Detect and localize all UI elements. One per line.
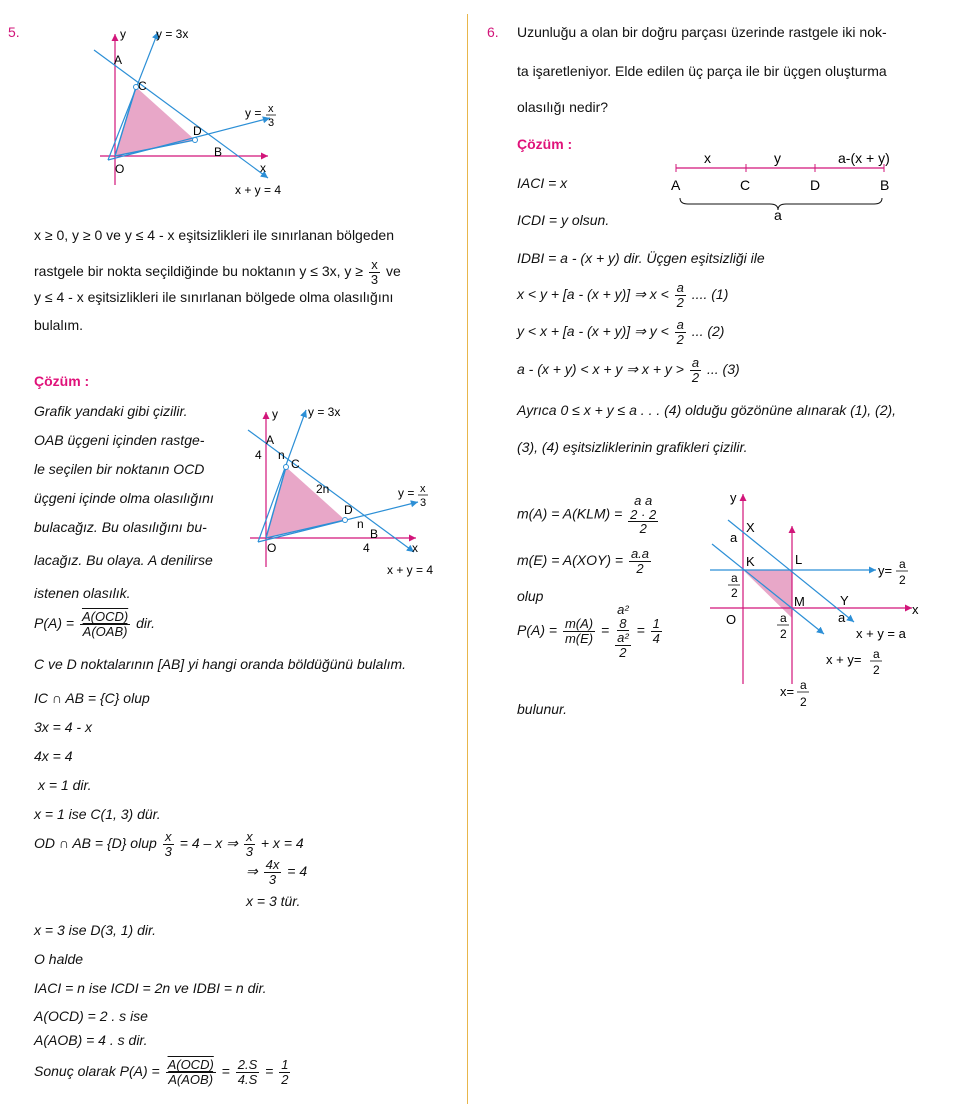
graph-3	[700, 484, 940, 714]
p5-line: lacağız. Bu olaya. A denilirse	[34, 552, 213, 568]
svg-text:O: O	[726, 612, 737, 627]
svg-text:y=: y=	[878, 563, 893, 578]
svg-text:a: a	[730, 530, 738, 545]
svg-text:a: a	[838, 610, 846, 625]
p6-m-e: m(E) = A(XOY) = $\frac{a.a}{2}$	[517, 546, 650, 576]
line-x-plus-y-4	[94, 50, 268, 178]
label-yx3: y =	[245, 106, 262, 120]
svg-text:x: x	[420, 483, 426, 495]
p5-line: x = 3 tür.	[246, 893, 301, 909]
svg-text:x: x	[412, 541, 418, 555]
svg-text:3: 3	[420, 497, 427, 509]
p5-line: OAB üçgeni içinden rastge-	[34, 432, 205, 448]
svg-text:4: 4	[255, 448, 262, 462]
svg-text:x: x	[912, 602, 919, 617]
p5-solution-heading: Çözüm :	[34, 373, 90, 389]
svg-text:D: D	[344, 503, 353, 517]
p5-line: x = 1 dir.	[38, 777, 92, 793]
svg-text:a: a	[774, 207, 782, 223]
p5-probability-formula: P(A) = $\frac{\text{A(OCD)}}{\text{A(OAB)}}$ dir.	[34, 609, 156, 639]
p5-line: 4x = 4	[34, 748, 73, 764]
svg-text:n: n	[357, 517, 364, 531]
svg-text:C: C	[740, 177, 751, 193]
svg-text:y: y	[272, 407, 278, 421]
p5-line: istenen olasılık.	[34, 585, 131, 601]
p6-line: IDBI = a - (x + y) dir. Üçgen eşitsizliği ile	[517, 250, 765, 266]
p5-line: O halde	[34, 951, 84, 967]
p6-line: Ayrıca 0 ≤ x + y ≤ a . . . (4) olduğu gözönüne alınarak (1), (2),	[517, 402, 897, 418]
p6-inequality-3: a - (x + y) < x + y ⇒ x + y > $\frac{a}{2}$ ... (3)	[517, 355, 740, 385]
p6-question-3: olasılığı nedir?	[517, 99, 609, 115]
svg-text:B: B	[880, 177, 890, 193]
p5-od-intersection: OD ∩ AB = {D} olup $\frac{x}{3}$ = 4 – x ⇒ $\frac{x}{3}$ + x = 4	[34, 829, 304, 859]
graph-1	[80, 20, 300, 200]
svg-text:2: 2	[800, 695, 807, 709]
svg-text:O: O	[267, 541, 277, 555]
svg-text:2: 2	[731, 586, 738, 600]
problem-6-number: 6.	[487, 24, 499, 40]
svg-text:y: y	[774, 150, 781, 166]
svg-text:C: C	[291, 457, 300, 471]
p6-inequality-2: y < x + [a - (x + y)] ⇒ y < $\frac{a}{2}$ ... (2)	[517, 317, 725, 347]
label-d: D	[193, 124, 202, 138]
p5-line: C ve D noktalarının [AB] yi hangi oranda böldüğünü bulalım.	[34, 656, 407, 672]
svg-text:n: n	[278, 448, 285, 462]
p5-line: x = 3 ise D(3, 1) dir.	[34, 922, 157, 938]
svg-text:K: K	[746, 554, 755, 569]
svg-text:4: 4	[363, 541, 370, 555]
label-a: A	[114, 53, 123, 67]
p5-od-step: ⇒ $\frac{4x}{3}$ = 4	[246, 857, 308, 887]
p6-solution-heading: Çözüm :	[517, 136, 573, 152]
p6-probability: P(A) = $\frac{m(A)}{m(E)}$ = a² 8 a² 2 = $\frac{1}{4}$	[517, 602, 660, 660]
p6-question-1: Uzunluğu a olan bir doğru parçası üzerinde rastgele iki nok-	[517, 24, 887, 40]
p5-line: bulacağız. Bu olasılığını bu-	[34, 519, 207, 535]
p6-bulunur: bulunur.	[517, 701, 568, 717]
p6-olup: olup	[517, 588, 544, 604]
svg-text:X: X	[746, 520, 755, 535]
svg-text:M: M	[794, 594, 805, 609]
svg-text:A: A	[266, 433, 275, 447]
graph-2	[240, 402, 440, 582]
p5-line: le seçilen bir noktanın OCD	[34, 461, 205, 477]
svg-text:a: a	[800, 678, 807, 692]
p5-line: x = 1 ise C(1, 3) dür.	[34, 806, 161, 822]
p5-intro-4: bulalım.	[34, 317, 84, 333]
svg-text:2n: 2n	[316, 482, 330, 496]
svg-text:x=: x=	[780, 684, 795, 699]
svg-text:2: 2	[899, 573, 906, 587]
p5-intro-3: y ≤ 4 - x eşitsizlikleri ile sınırlanan bölgede olma olasılığını	[34, 289, 394, 305]
p5-intro-1: x ≥ 0, y ≥ 0 ve y ≤ 4 - x eşitsizlikleri ile sınırlanan bölgeden	[34, 227, 394, 243]
p5-line: IACI = n ise ICDI = 2n ve IDBI = n dir.	[34, 980, 267, 996]
svg-text:y: y	[730, 490, 737, 505]
label-o: O	[115, 162, 125, 176]
p5-area-ocd: A(OCD) = 2 . s ise	[34, 1008, 148, 1024]
svg-text:2: 2	[780, 627, 787, 641]
point-d	[193, 138, 198, 143]
svg-text:a: a	[731, 571, 738, 585]
svg-text:a: a	[873, 647, 880, 661]
label-b: B	[214, 145, 223, 159]
p6-line: ICDI = y olsun.	[517, 212, 610, 228]
region-ocd	[115, 87, 195, 156]
p5-line: üçgeni içinde olma olasılığını	[34, 490, 214, 506]
svg-text:a: a	[899, 557, 906, 571]
p6-line: (3), (4) eşitsizliklerinin grafikleri çizilir.	[517, 439, 748, 455]
label-y3x: y = 3x	[156, 27, 189, 41]
svg-text:x + y=: x + y=	[826, 652, 862, 667]
p6-question-2: ta işaretleniyor. Elde edilen üç parça ile bir üçgen oluşturma	[517, 63, 887, 79]
svg-text:x + y = a: x + y = a	[856, 626, 906, 641]
region-ocd	[266, 467, 345, 538]
problem-5-number: 5.	[8, 24, 20, 40]
p5-area-aob: A(AOB) = 4 . s dir.	[34, 1032, 148, 1048]
p5-line: 3x = 4 - x	[34, 719, 92, 735]
label-c: C	[138, 79, 147, 93]
svg-text:2: 2	[873, 663, 880, 677]
svg-text:D: D	[810, 177, 821, 193]
svg-text:B: B	[370, 527, 379, 541]
segment-diagram	[668, 148, 908, 228]
svg-text:Y: Y	[840, 593, 849, 608]
p5-line: Grafik yandaki gibi çizilir.	[34, 403, 188, 419]
p5-result: Sonuç olarak P(A) = $\frac{\text{A(OCD)}}{\text{A(AOB)}}$ = $\frac{2.S}{4.S}$ = $\frac{1}{2}$	[34, 1057, 289, 1087]
p5-intro-2: rastgele bir nokta seçildiğinde bu noktanın y ≤ 3x, y ≥ $\frac{x}{3}$ ve	[34, 257, 401, 287]
svg-text:3: 3	[268, 117, 275, 129]
svg-text:x + y = 4: x + y = 4	[387, 563, 434, 577]
svg-text:y = 3x: y = 3x	[308, 405, 341, 419]
p6-line: IACI = x	[517, 175, 568, 191]
svg-text:a-(x + y): a-(x + y)	[838, 150, 890, 166]
svg-text:a: a	[780, 611, 787, 625]
column-divider	[467, 14, 468, 1104]
label-line: x + y = 4	[235, 183, 282, 197]
p5-line: IC ∩ AB = {C} olup	[34, 690, 150, 706]
label-x: x	[260, 161, 266, 175]
svg-text:x: x	[704, 150, 711, 166]
svg-text:L: L	[795, 552, 803, 567]
label-y: y	[120, 27, 126, 41]
p6-inequality-1: x < y + [a - (x + y)] ⇒ x < $\frac{a}{2}$ .... (1)	[517, 280, 729, 310]
svg-text:y =: y =	[398, 486, 415, 500]
p6-m-a: m(A) = A(KLM) = a a 2 · 2 2	[517, 493, 657, 537]
svg-text:x: x	[268, 103, 274, 115]
svg-text:A: A	[671, 177, 681, 193]
